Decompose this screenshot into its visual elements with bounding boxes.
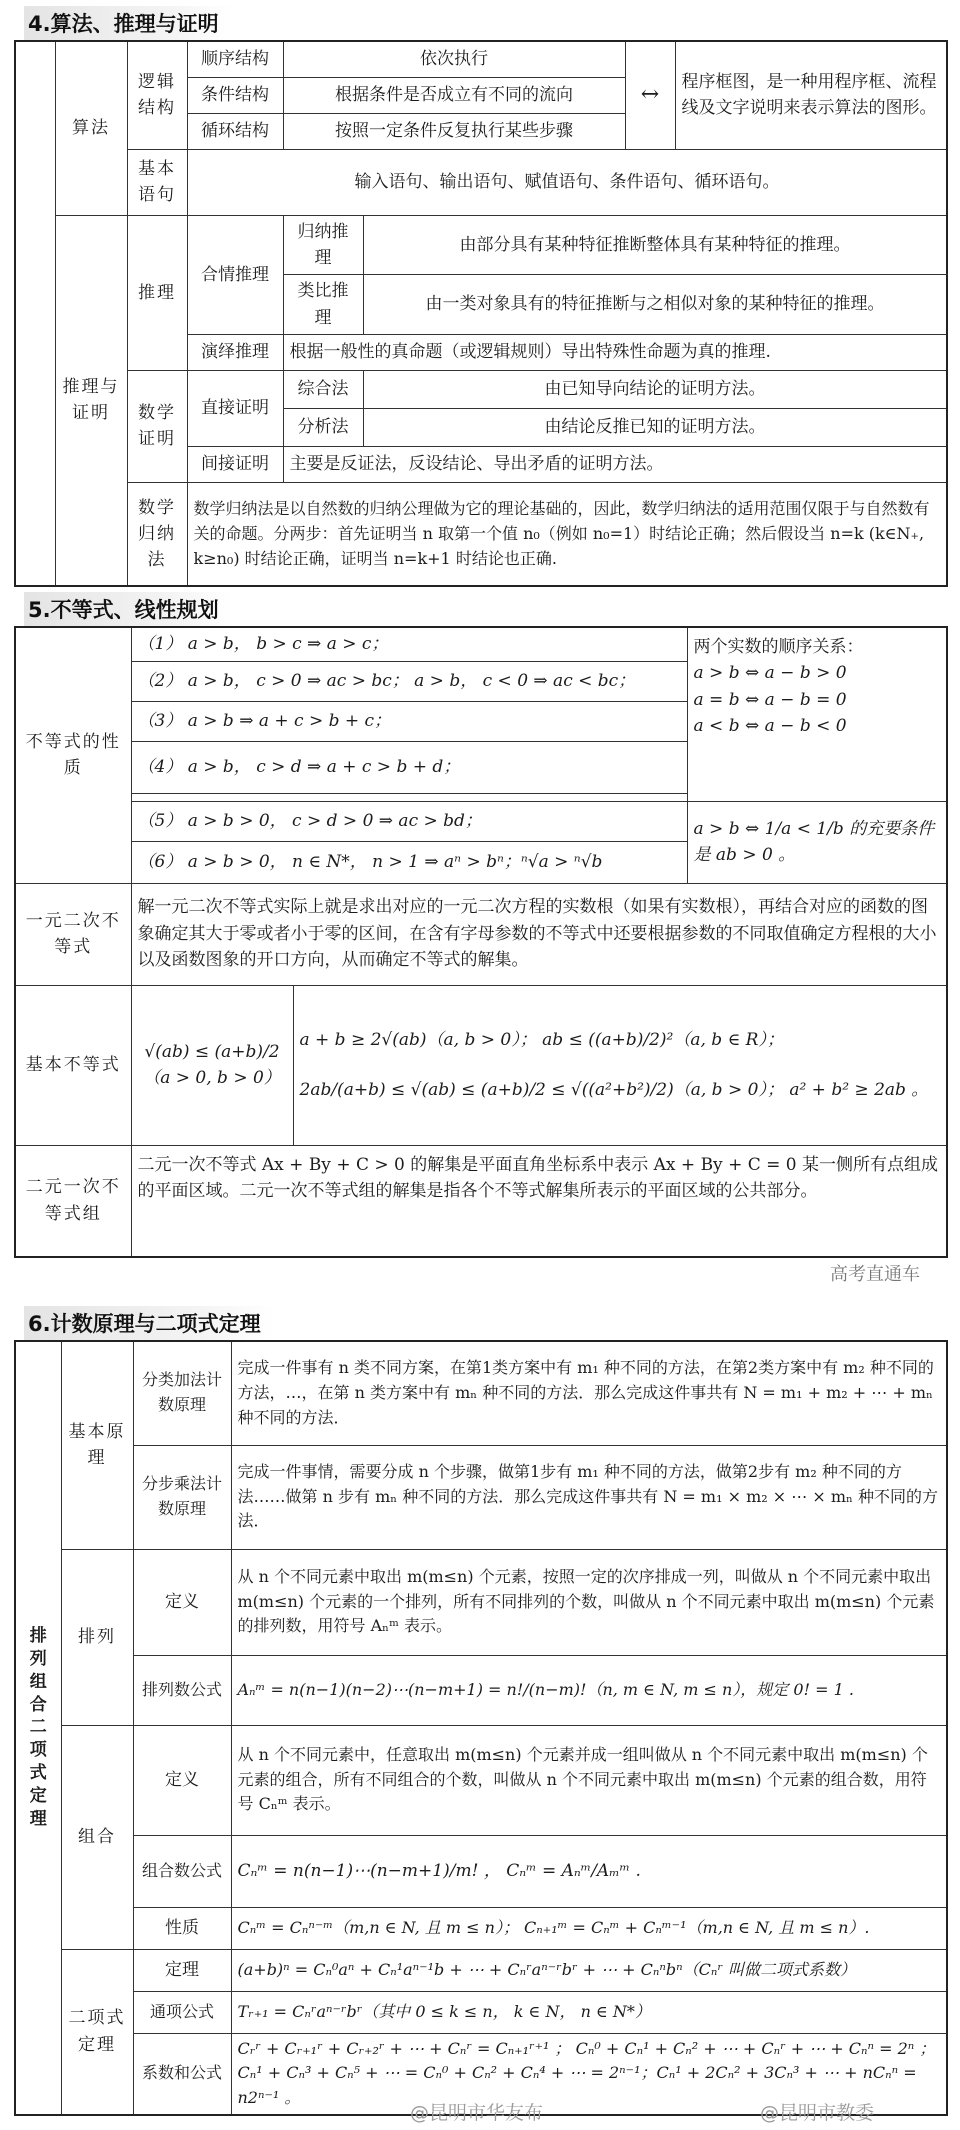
- label-logic: 逻辑结构: [127, 41, 187, 149]
- order-2: a = b ⇔ a − b = 0: [693, 689, 847, 710]
- label-coef: 系数和公式: [133, 2033, 231, 2115]
- label-direct: 直接证明: [187, 370, 283, 446]
- label-algo: 算法: [55, 41, 127, 215]
- label-big: 排列组合二项式定理: [15, 1341, 61, 2115]
- label-linear: 二元一次不等式组: [15, 1145, 131, 1257]
- label-loop: 循环结构: [187, 113, 283, 149]
- analog-desc: 由一类对象具有的特征推断与之相似对象的某种特征的推理。: [363, 275, 947, 335]
- prop-4: （4） a > b， c > d ⇒ a + c > b + d；: [131, 741, 687, 793]
- label-induct: 归纳推理: [283, 215, 363, 275]
- label-gen: 通项公式: [133, 1991, 231, 2033]
- comb-prop: Cₙᵐ = Cₙⁿ⁻ᵐ（m,n ∈ N, 且 m ≤ n）； Cₙ₊₁ᵐ = Cₙᵐ + Cₙᵐ⁻¹（m,n ∈ N, 且 m ≤ n）.: [231, 1907, 947, 1949]
- order-1: a > b ⇔ a − b > 0: [693, 663, 847, 684]
- order-title: 两个实数的顺序关系：: [693, 637, 864, 657]
- basic-ineq-left: [131, 985, 293, 1145]
- add-desc: 完成一件事有 n 类不同方案，在第1类方案中有 m₁ 种不同的方法，在第2类方案中有 m₂ 种不同的方法，…，在第 n 类方案中有 mₙ 种不同的方法．那么完成这件事共有 N = m₁ + m₂ + ⋯ + mₙ 种不同的方法．: [231, 1341, 947, 1445]
- section-4-title: 4.算法、推理与证明: [24, 6, 233, 40]
- section-6-title: 6.计数原理与二项式定理: [24, 1306, 275, 1340]
- reciprocal-rule: a > b ⇔ 1/a < 1/b 的充要条件是 ab > 0 。: [687, 801, 947, 883]
- prop-5: （5） a > b > 0， c > d > 0 ⇒ ac > bd；: [131, 801, 687, 841]
- label-plausible: 合情推理: [187, 215, 283, 334]
- table-5: [14, 626, 948, 1258]
- label-reason: 推理: [127, 215, 187, 370]
- label-proof: 数学证明: [127, 370, 187, 482]
- synth-desc: 由已知导向结论的证明方法。: [363, 370, 947, 408]
- comb-def: 从 n 个不同元素中，任意取出 m(m≤n) 个元素并成一组叫做从 n 个不同元素中取出 m(m≤n) 个元素的组合，所有不同组合的个数，叫做从 n 个不同元素中取出 m(m≤n) 个元素的组合数，用符号 Cₙᵐ 表示。: [231, 1725, 947, 1835]
- label-anal: 分析法: [283, 408, 363, 446]
- label-deduct: 演绎推理: [187, 334, 283, 370]
- prop-6: （6） a > b > 0， n ∈ N*， n > 1 ⇒ aⁿ > bⁿ；ⁿ√a > ⁿ√b: [131, 841, 687, 883]
- label-synth: 综合法: [283, 370, 363, 408]
- watermark-right: @昆明市教委: [760, 2102, 875, 2124]
- label-perm-def: 定义: [133, 1549, 231, 1655]
- bi-right-2: 2ab/(a+b) ≤ √(ab) ≤ (a+b)/2 ≤ √((a²+b²)/2)（a, b > 0）； a² + b² ≥ 2ab 。: [299, 1080, 929, 1100]
- label-comb-num: 组合数公式: [133, 1835, 231, 1907]
- anal-desc: 由结论反推已知的证明方法。: [363, 408, 947, 446]
- thm-formula: (a+b)ⁿ = Cₙ⁰aⁿ + Cₙ¹aⁿ⁻¹b + ⋯ + Cₙʳaⁿ⁻ʳbʳ + ⋯ + Cₙⁿbⁿ（Cₙʳ 叫做二项式系数）: [231, 1949, 947, 1991]
- watermark-gaokao-text: 高考直通车: [830, 1264, 920, 1285]
- section-5-title: 5.不等式、线性规划: [24, 592, 233, 626]
- label-math-induction: 数学归纳法: [127, 482, 187, 586]
- label-mul: 分步乘法计数原理: [133, 1445, 231, 1549]
- bi-left-formula: √(ab) ≤ (a+b)/2: [144, 1041, 280, 1062]
- prop-1: （1） a > b， b > c ⇒ a > c；: [131, 627, 687, 661]
- perm-def: 从 n 个不同元素中取出 m(m≤n) 个元素，按照一定的次序排成一列，叫做从 n 个不同元素中取出 m(m≤n) 个元素的一个排列，所有不同排列的个数，叫做从 n 个不同元素中取出 m(m≤n) 个元素的排列数，用符号 Aₙᵐ 表示。: [231, 1549, 947, 1655]
- order-relation: [687, 627, 947, 801]
- basic-ineq-right: [293, 985, 947, 1145]
- indirect-desc: 主要是反证法，反设结论、导出矛盾的证明方法。: [283, 446, 947, 482]
- deduct-desc: 根据一般性的真命题（或逻辑规则）导出特殊性命题为真的推理.: [283, 334, 947, 370]
- order-3: a < b ⇔ a − b < 0: [693, 716, 847, 737]
- label-thm: 定理: [133, 1949, 231, 1991]
- math-induction-desc: 数学归纳法是以自然数的归纳公理做为它的理论基础的，因此，数学归纳法的适用范围仅限于与自然数有关的命题。分两步：首先证明当 n 取第一个值 n₀（例如 n₀=1）时结论正确；然后假设当 n=k (k∈N₊, k≥n₀) 时结论正确，证明当 n=k+1 时结论也正确.: [187, 482, 947, 586]
- label-reason-proof: 推理与证明: [55, 215, 127, 586]
- label-add: 分类加法计数原理: [133, 1341, 231, 1445]
- double-arrow-icon: ↔: [625, 41, 675, 149]
- section-6: [14, 1306, 946, 2116]
- quad-desc: 解一元二次不等式实际上就是求出对应的一元二次方程的实数根（如果有实数根），再结合对应的函数的图象确定其大于零或者小于零的区间，在含有字母参数的不等式中还要根据参数的不同取值确定方程根的大小以及函数图象的开口方向，从而确定不等式的解集。: [131, 883, 947, 985]
- coef-1: Cᵣʳ + Cᵣ₊₁ʳ + Cᵣ₊₂ʳ + ⋯ + Cₙʳ = Cₙ₊₁ʳ⁺¹ ； Cₙ⁰ + Cₙ¹ + Cₙ² + ⋯ + Cₙʳ + ⋯ + Cₙⁿ = 2ⁿ ；: [237, 2038, 936, 2058]
- loop-desc: 按照一定条件反复执行某些步骤: [283, 113, 625, 149]
- seq-desc: 依次执行: [283, 41, 625, 77]
- prop-3: （3） a > b ⇒ a + c > b + c；: [131, 701, 687, 741]
- perm-formula: Aₙᵐ = n(n−1)(n−2)⋯(n−m+1) = n!/(n−m)!（n, m ∈ N, m ≤ n），规定 0! = 1 .: [231, 1655, 947, 1725]
- label-basic-stmt: 基本语句: [127, 149, 187, 215]
- flow-desc: 程序框图，是一种用程序框、流程线及文字说明来表示算法的图形。: [675, 41, 947, 149]
- gen-formula: Tᵣ₊₁ = Cₙʳaⁿ⁻ʳbʳ（其中 0 ≤ k ≤ n， k ∈ N， n ∈ N*）: [231, 1991, 947, 2033]
- basic-desc: 输入语句、输出语句、赋值语句、条件语句、循环语句。: [187, 149, 947, 215]
- section-5: [14, 592, 946, 1258]
- coef-2: Cₙ¹ + Cₙ³ + Cₙ⁵ + ⋯ = Cₙ⁰ + Cₙ² + Cₙ⁴ + ⋯ = 2ⁿ⁻¹；Cₙ¹ + 2Cₙ² + 3Cₙ³ + ⋯ + nCₙⁿ = n2ⁿ⁻¹ 。: [237, 2063, 917, 2108]
- label-cond: 条件结构: [187, 77, 283, 113]
- label-props: 不等式的性质: [15, 627, 131, 883]
- label-perm: 排列: [61, 1549, 133, 1725]
- prop-2: （2） a > b， c > 0 ⇒ ac > bc； a > b， c < 0 ⇒ ac < bc；: [131, 661, 687, 701]
- section-4: [14, 6, 946, 587]
- label-comb-def: 定义: [133, 1725, 231, 1835]
- label-binom: 二项式定理: [61, 1949, 133, 2115]
- label-comb-prop: 性质: [133, 1907, 231, 1949]
- label-quad-ineq: 一元二次不等式: [15, 883, 131, 985]
- label-seq: 顺序结构: [187, 41, 283, 77]
- watermark-left: @昆明市华友布: [410, 2102, 544, 2124]
- label-comb: 组合: [61, 1725, 133, 1949]
- label-perm-num: 排列数公式: [133, 1655, 231, 1725]
- table-6: [14, 1340, 948, 2116]
- mul-desc: 完成一件事情，需要分成 n 个步骤，做第1步有 m₁ 种不同的方法，做第2步有 m₂ 种不同的方法……做第 n 步有 mₙ 种不同的方法．那么完成这件事共有 N = m₁ × m₂ × ⋯ × mₙ 种不同的方法．: [231, 1445, 947, 1549]
- cond-desc: 根据条件是否成立有不同的流向: [283, 77, 625, 113]
- label-indirect: 间接证明: [187, 446, 283, 482]
- linear-desc: 二元一次不等式 Ax + By + C > 0 的解集是平面直角坐标系中表示 Ax + By + C = 0 某一侧所有点组成的平面区域。二元一次不等式组的解集是指各个不等式解集所表示的平面区域的公共部分。: [131, 1145, 947, 1257]
- comb-formula: Cₙᵐ = n(n−1)⋯(n−m+1)/m! ， Cₙᵐ = Aₙᵐ/Aₘᵐ .: [231, 1835, 947, 1907]
- induct-desc: 由部分具有某种特征推断整体具有某种特征的推理。: [363, 215, 947, 275]
- table-4: [14, 40, 948, 587]
- bi-right-1: a + b ≥ 2√(ab)（a, b > 0）； ab ≤ ((a+b)/2)²（a, b ∈ R）；: [299, 1029, 784, 1050]
- label-basic-ineq: 基本不等式: [15, 985, 131, 1145]
- bi-left-cond: （a > 0, b > 0）: [143, 1068, 281, 1088]
- label-basic-principle: 基本原理: [61, 1341, 133, 1549]
- label-analog: 类比推理: [283, 275, 363, 335]
